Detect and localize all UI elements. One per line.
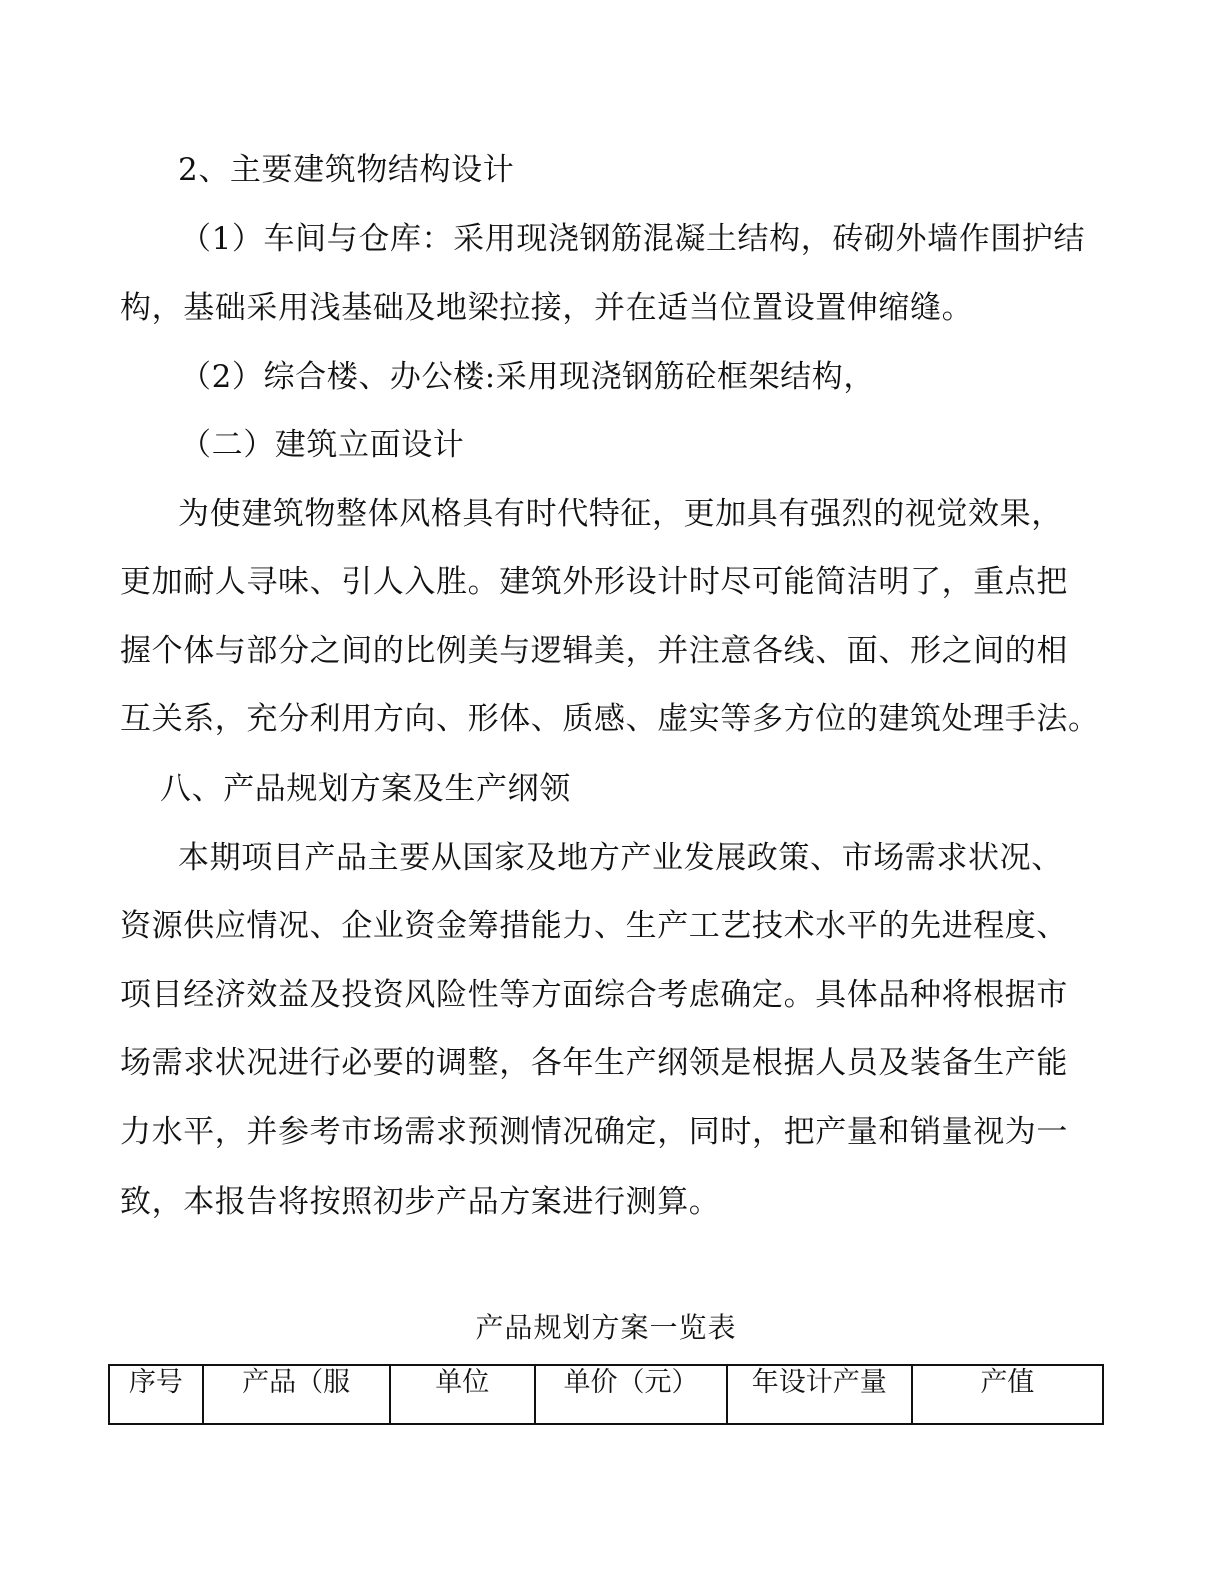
paragraph-line: 致，本报告将按照初步产品方案进行测算。 [120, 1184, 721, 1220]
paragraph-line: 更加耐人寻味、引人入胜。建筑外形设计时尽可能简洁明了，重点把 [120, 564, 1068, 600]
header-cell-unit: 单位 [390, 1365, 536, 1424]
paragraph-line: （2）综合楼、办公楼:采用现浇钢筋砼框架结构， [180, 359, 875, 395]
header-cell-index: 序号 [109, 1365, 203, 1424]
product-plan-table [108, 1364, 1104, 1425]
paragraph-line: 为使建筑物整体风格具有时代特征，更加具有强烈的视觉效果， [178, 496, 1063, 532]
paragraph-line: 构，基础采用浅基础及地梁拉接，并在适当位置设置伸缩缝。 [120, 290, 974, 326]
paragraph-line: 互关系，充分利用方向、形体、质感、虚实等多方位的建筑处理手法。 [120, 701, 1100, 737]
header-cell-unit-price: 单价（元） [535, 1365, 727, 1424]
paragraph-line: 握个体与部分之间的比例美与逻辑美，并注意各线、面、形之间的相 [120, 633, 1068, 669]
paragraph-line: 资源供应情况、企业资金筹措能力、生产工艺技术水平的先进程度、 [120, 908, 1068, 944]
header-cell-product: 产品（服 [203, 1365, 390, 1424]
paragraph-line: 项目经济效益及投资风险性等方面综合考虑确定。具体品种将根据市 [120, 977, 1068, 1013]
table-caption: 产品规划方案一览表 [475, 1311, 737, 1344]
table-header-row [109, 1365, 1103, 1424]
header-cell-output-value: 产值 [912, 1365, 1103, 1424]
paragraph-line: （1）车间与仓库：采用现浇钢筋混凝土结构，砖砌外墙作围护结 [180, 221, 1086, 257]
section-heading: （二）建筑立面设计 [180, 427, 465, 463]
section-heading: 2、主要建筑物结构设计 [178, 152, 515, 188]
section-heading: 八、产品规划方案及生产纲领 [160, 771, 571, 807]
paragraph-line: 力水平，并参考市场需求预测情况确定，同时，把产量和销量视为一 [120, 1114, 1068, 1150]
paragraph-line: 场需求状况进行必要的调整，各年生产纲领是根据人员及装备生产能 [120, 1045, 1068, 1081]
header-cell-annual-capacity: 年设计产量 [727, 1365, 912, 1424]
paragraph-line: 本期项目产品主要从国家及地方产业发展政策、市场需求状况、 [178, 840, 1063, 876]
